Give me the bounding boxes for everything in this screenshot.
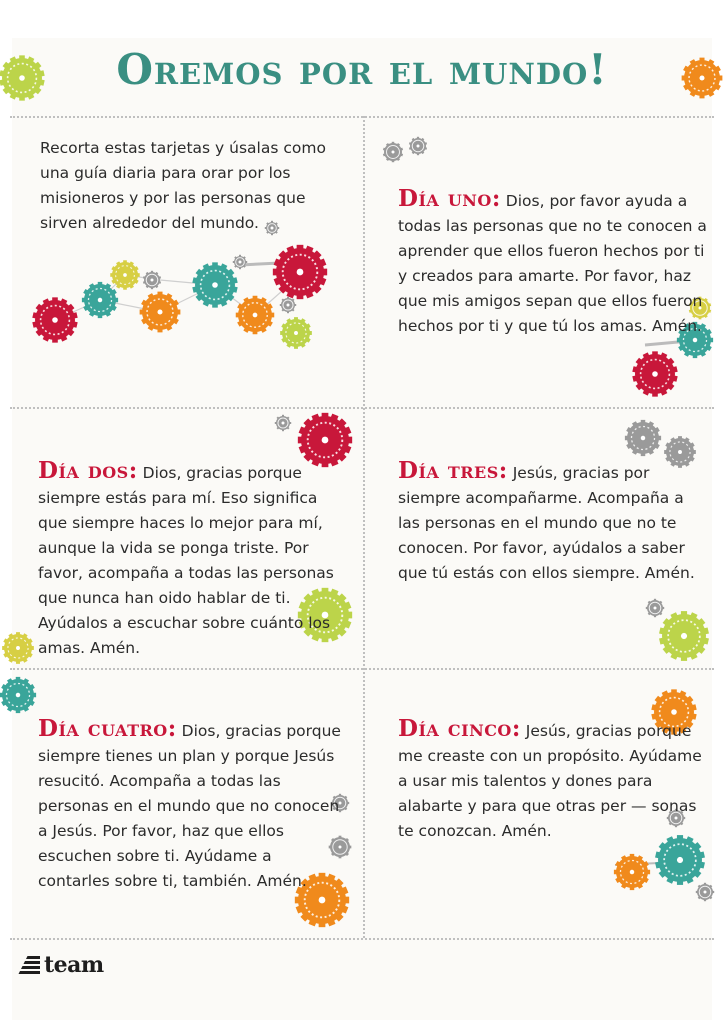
prayer-text: Dios, gracias porque siempre estás para mí. Eso significa que siempre haces lo mejor para mí, aunque la vida se ponga triste. Por favor, acompaña a todas las personas que nunca han oido hablar de ti. Ayúdalos a escuchar sobre cuánto los amas. Amén. [38,464,334,657]
gear-icon [632,351,677,396]
gear-icon [236,296,274,334]
card-day-three [398,458,708,586]
gear-icon [2,632,34,664]
day-heading: Día uno: [398,185,501,212]
team-logo [18,952,104,978]
gear-icon [233,255,247,269]
gear-icon [409,137,427,155]
prayer-text: Jesús, gracias por siempre acompañarme. Acompaña a las personas en el mundo que no te conocen. Por favor, ayúdalos a saber que tú estás con ellos siempre. Amén. [398,464,695,582]
gear-icon [275,415,291,431]
gear-icon [625,420,661,456]
gear-icon [614,854,650,890]
gear-icon [280,297,296,313]
card-day-one [398,186,708,339]
gear-icon [32,297,77,342]
gear-icon [273,245,327,299]
gear-icon [140,292,181,333]
intro-text: Recorta estas tarjetas y úsalas como una guía diaria para orar por los misioneros y por las personas que sirven alrededor del mundo. [40,139,326,232]
gear-icon [696,883,714,901]
prayer-text: Dios, por favor ayuda a todas las personas que no te conocen a aprender que ellos fueron hechos por ti y creados para amarte. Por favor, haz que mis amigos sepan que ellos fueron hechos por ti y que tú los amas. Amén. [398,192,707,335]
prayer-text: Dios, gracias porque siempre tienes un plan y porque Jesús resucitó. Acompaña a todas las personas en el mundo que no conocen a Jesús. Por favor, haz que ellos escuchen sobre ti. Ayúdame a contarles sobre ti, también. Amén. [38,722,341,890]
gear-icon [280,317,312,349]
gear-icon [383,142,403,162]
prayer-text: Jesús, gracias porque me creaste con un propósito. Ayúdame a usar mis talentos y dones para alabarte y para que otras per — sonas te conozcan. Amén. [398,722,702,840]
gear-icon [682,58,723,99]
card-day-four [38,716,343,894]
gear-icon [192,262,237,307]
day-heading: Día tres: [398,457,508,484]
team-logo-icon [18,955,40,975]
day-heading: Día cinco: [398,715,521,742]
logo-text: team [44,952,104,978]
gear-icon [659,611,709,661]
gear-icon [143,271,161,289]
page-title: Oremos por el mundo! [116,45,608,94]
gear-icon [646,599,664,617]
card-day-five [398,716,708,844]
card-day-two [38,458,338,661]
day-heading: Día cuatro: [38,715,177,742]
gear-icon [0,55,45,100]
gear-icon [0,677,36,713]
day-heading: Día dos: [38,457,138,484]
